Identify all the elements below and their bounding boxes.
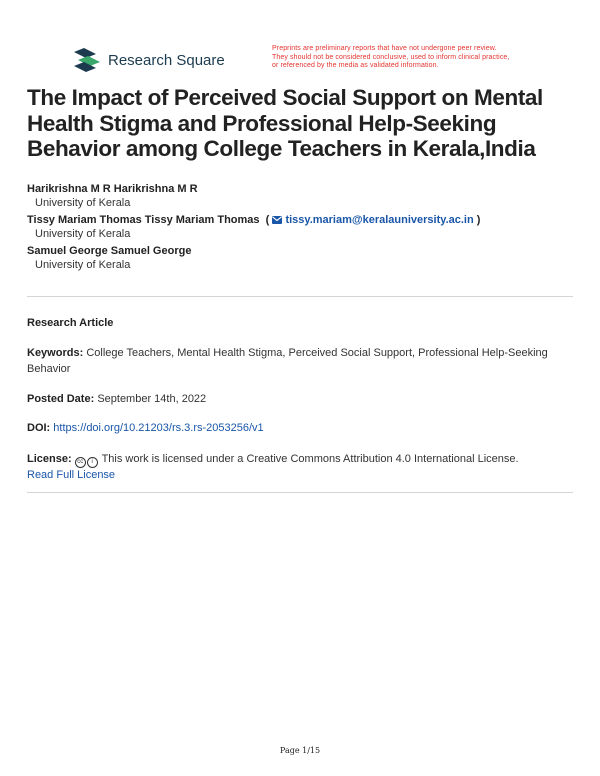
preprint-notice (272, 45, 562, 71)
logo-text: Research Square (108, 51, 225, 69)
article-type (27, 316, 573, 332)
keywords-label: Keywords: (27, 347, 84, 359)
doi-link[interactable]: https://doi.org/10.21203/rs.3.rs-2053256/v1 (53, 422, 264, 434)
posted-date-label: Posted Date: (27, 393, 95, 405)
page-number: Page 1/15 (279, 746, 321, 755)
notice-line: They should not be considered conclusive, used to inform clinical practice, (272, 53, 510, 61)
posted-date (27, 392, 573, 408)
keywords (27, 346, 573, 377)
research-square-logo-icon (74, 48, 102, 72)
creative-commons-icon: cc (75, 457, 86, 468)
paper-title: The Impact of Perceived Social Support on Mental Health Stigma and Professional Help-Seeking Behavior among College Teachers in Kerala,India (27, 85, 543, 161)
author-email-link[interactable]: tissy.mariam@keralauniversity.ac.in (285, 214, 474, 226)
doi-label: DOI: (27, 422, 51, 434)
author-affiliation: University of Kerala (35, 259, 131, 271)
header (74, 45, 554, 75)
notice-line: Preprints are preliminary reports that have not undergone peer review. (272, 45, 497, 52)
author-name-row: Tissy Mariam Thomas Tissy Mariam Thomas ( tissy.mariam@keralauniversity.ac.in ) (27, 214, 481, 226)
doi (27, 421, 573, 437)
author-name: Harikrishna M R Harikrishna M R (27, 183, 198, 195)
article-type-label: Research Article (27, 317, 114, 329)
author-name: Samuel George Samuel George (27, 245, 192, 257)
license (27, 452, 573, 484)
research-square-logo[interactable] (74, 48, 225, 72)
posted-date-value: September 14th, 2022 (97, 393, 207, 405)
author-name: Tissy Mariam Thomas Tissy Mariam Thomas (27, 214, 260, 226)
read-full-license-link[interactable]: Read Full License (27, 469, 116, 481)
license-text: This work is licensed under a Creative Commons Attribution 4.0 International License. (101, 453, 519, 465)
author-affiliation: University of Kerala (35, 228, 131, 240)
divider (27, 296, 573, 297)
envelope-icon (272, 216, 282, 224)
notice-line: or referenced by the media as validated information. (272, 62, 439, 69)
keywords-value: College Teachers, Mental Health Stigma, Perceived Social Support, Professional Help-Seeking Behavior (27, 347, 548, 375)
author-list (27, 180, 577, 275)
author-affiliation: University of Kerala (35, 197, 131, 209)
license-label: License: (27, 453, 72, 465)
attribution-icon: i (87, 457, 98, 468)
divider (27, 492, 573, 493)
